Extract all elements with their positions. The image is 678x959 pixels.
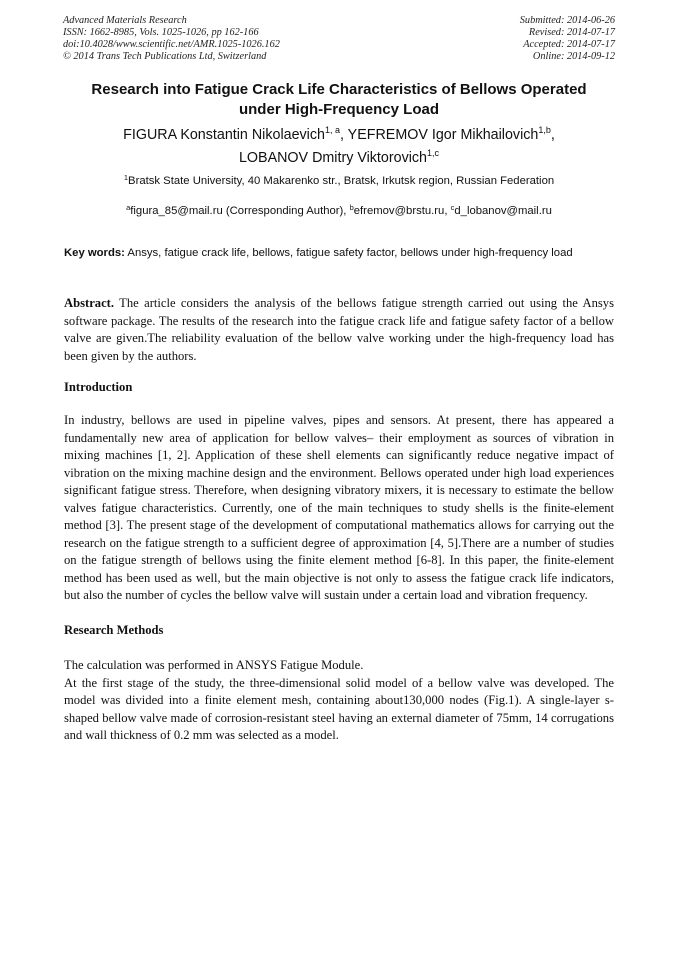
methods-heading: Research Methods [64, 623, 164, 637]
methods-text [64, 657, 614, 745]
author-list [60, 124, 618, 170]
keywords [64, 246, 614, 260]
title-line-2: under High-Frequency Load [238, 101, 439, 118]
author-line-2 [60, 147, 618, 170]
publication-info [63, 15, 280, 63]
journal-name: Advanced Materials Research [63, 15, 187, 26]
affiliation [60, 174, 618, 188]
author-emails [60, 204, 618, 218]
accepted-date: Accepted: 2014-07-17 [523, 39, 615, 50]
abstract [64, 295, 614, 365]
author-separator: , [550, 127, 555, 143]
author-figura: FIGURA Konstantin Nikolaevich [123, 127, 325, 143]
copyright-line: © 2014 Trans Tech Publications Ltd, Switzerland [63, 51, 267, 62]
submitted-date: Submitted: 2014-06-26 [519, 15, 615, 26]
email-marker-c: c [450, 203, 455, 212]
revised-date: Revised: 2014-07-17 [528, 27, 615, 38]
introduction-heading: Introduction [64, 380, 133, 394]
abstract-label: Abstract. [64, 296, 115, 310]
title-line-1: Research into Fatigue Crack Life Characteristics of Bellows Operated [91, 81, 587, 98]
doi-line: doi:10.4028/www.scientific.net/AMR.1025-1026.162 [63, 39, 280, 50]
author-separator: , [339, 127, 348, 143]
author-lobanov: LOBANOV Dmitry Viktorovich [238, 150, 427, 166]
email-c: d_lobanov@mail.ru [454, 205, 552, 217]
author-line-1 [60, 124, 618, 147]
keywords-text: Ansys, fatigue crack life, bellows, fatigue safety factor, bellows under high-frequency load [124, 247, 573, 259]
methods-paragraph-2: At the first stage of the study, the three-dimensional solid model of a bellow valve was developed. The model was divided into a finite element mesh, containing about130,000 nodes (Fig.1). A single-layer s-shaped bellow valve made of corrosion-resistant steel having an external diameter of 75mm, 14 corrugations and wall thickness of 0.2 mm was selected as a model. [64, 675, 614, 742]
online-date: Online: 2014-09-12 [532, 51, 615, 62]
affiliation-text: Bratsk State University, 40 Makarenko str., Bratsk, Irkutsk region, Russian Federation [128, 175, 555, 187]
email-marker-a: a [126, 203, 131, 212]
email-b: efremov@brstu.ru, [353, 205, 451, 217]
author-yefremov-affil: 1,b [538, 125, 551, 135]
keywords-label: Key words: [64, 247, 125, 259]
publication-dates [520, 15, 615, 63]
introduction-text: In industry, bellows are used in pipeline valves, pipes and sensors. At present, there has appeared a fundamentally new area of application for bellow valves– their employment as sources of vibration in mixing machines [1, 2]. Application of these shell elements can significantly reduce negative impact of vibration on the mixing machine design and the environment. Bellows operated under high load experiences significant fatigue stress. Therefore, when designing vibratory mixers, it is necessary to estimate the bellow valves fatigue characteristics. Currently, one of the main techniques to study shells is the finite-element method [3]. The present stage of the development of computational mathematics allows for carrying out the research on the fatigue strength to a sufficient degree of approximation [4, 5].There are a number of studies on the fatigue strength of bellows using the finite element method [6-8]. In this paper, the finite-element method has been used as well, but the main objective is not only to assess the fatigue crack life indicators, but also the number of cycles the bellow valve will sustain under a certain load and vibration frequency. [64, 413, 614, 602]
issn-line: ISSN: 1662-8985, Vols. 1025-1026, pp 162-166 [63, 27, 259, 38]
author-yefremov: YEFREMOV Igor Mikhailovich [347, 127, 539, 143]
affiliation-marker: 1 [123, 173, 129, 182]
author-figura-affil: 1, a [324, 125, 340, 135]
abstract-text: The article considers the analysis of the bellows fatigue strength carried out using the Ansys software package. The results of the research into the fatigue crack life and fatigue safety factor of a bellow valve are given.The reliability evaluation of the bellow valve working under the high-frequency load has been given by the authors. [64, 296, 614, 363]
email-a: figura_85@mail.ru (Corresponding Author), [130, 205, 350, 217]
email-marker-b: b [349, 203, 354, 212]
paper-title [60, 80, 618, 120]
methods-paragraph-1: The calculation was performed in ANSYS Fatigue Module. [64, 658, 364, 672]
author-lobanov-affil: 1,c [427, 148, 440, 158]
